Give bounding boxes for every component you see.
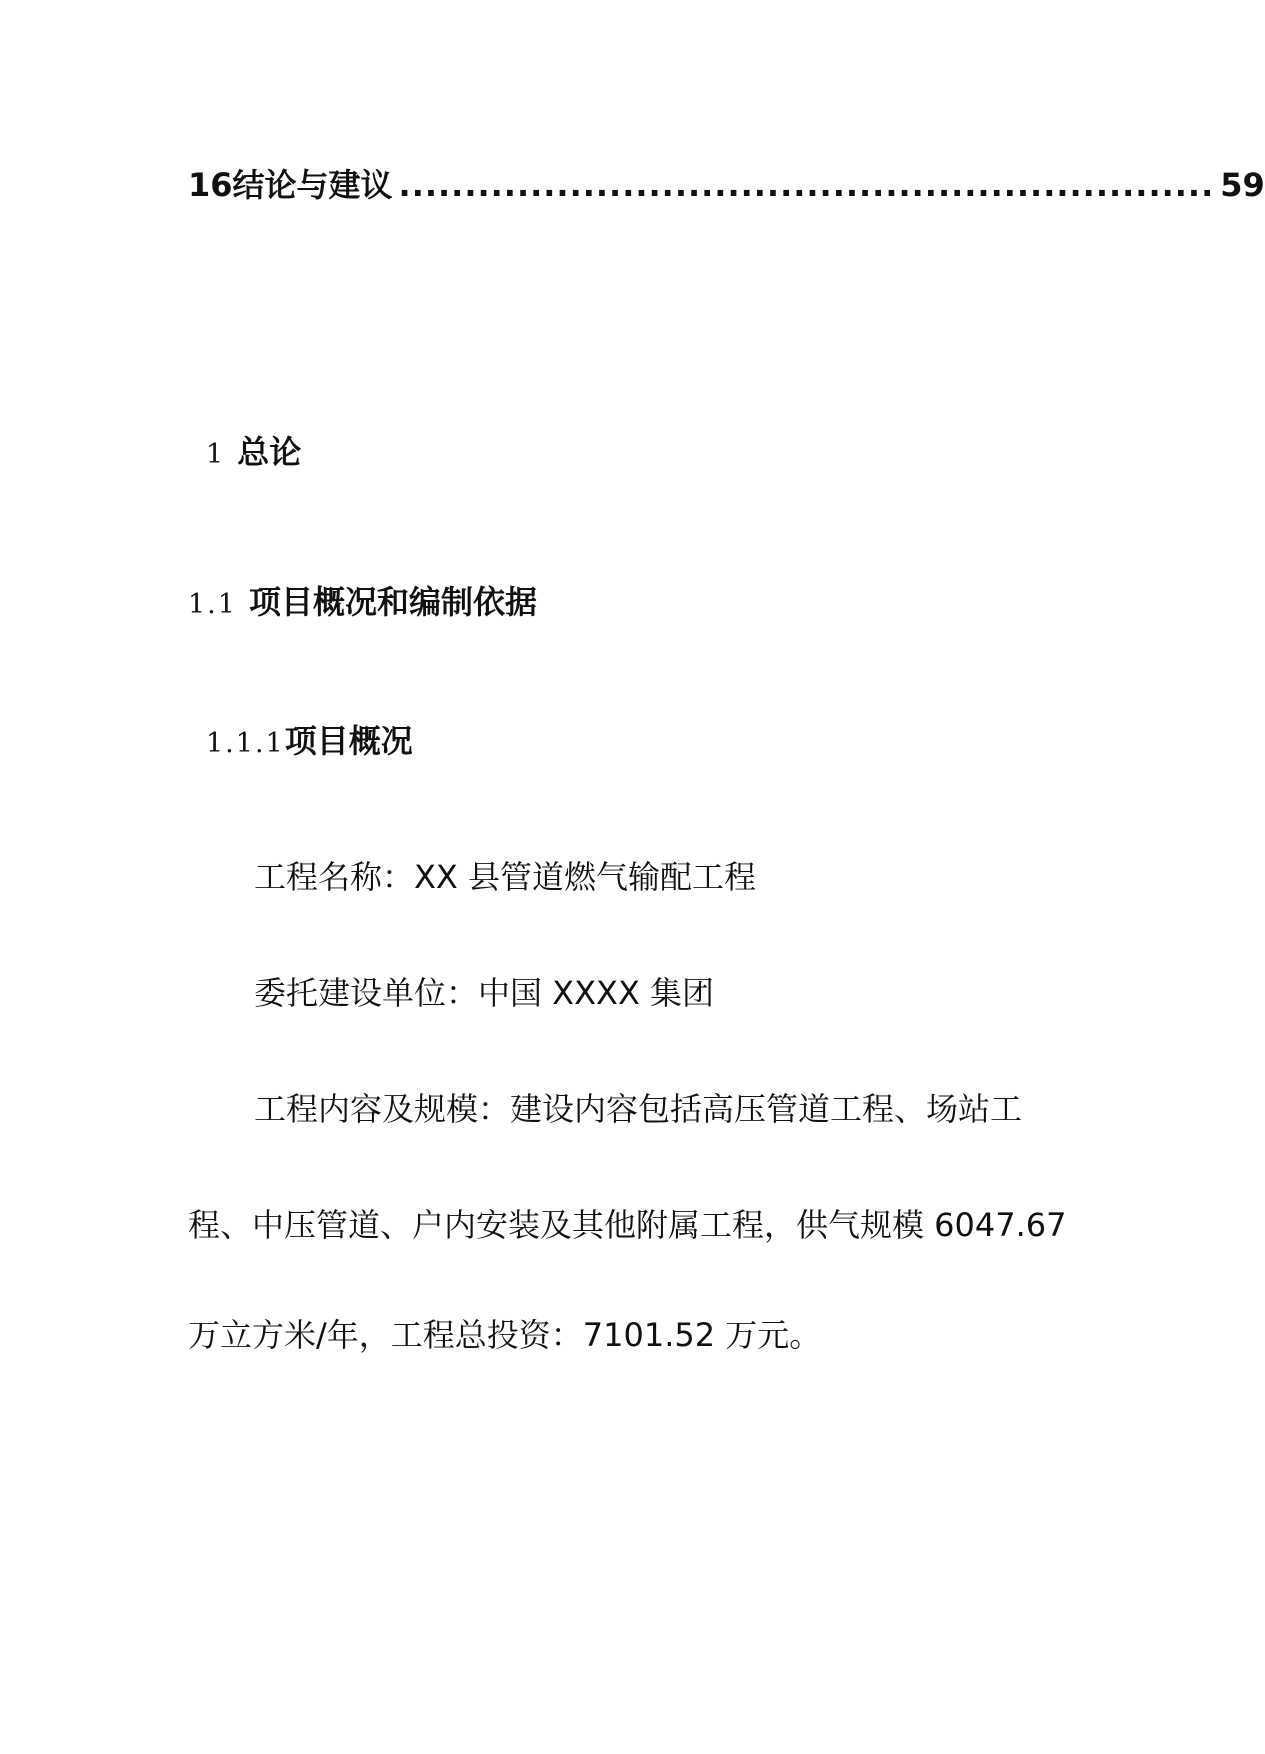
heading-number: 1.1 xyxy=(188,589,237,620)
toc-entry-title: 16结论与建议 xyxy=(188,166,393,204)
heading-level-1 xyxy=(206,427,301,473)
client-paragraph: 委托建设单位：中国 XXXX 集团 xyxy=(254,974,715,1012)
scope-paragraph-line-2: 程、中压管道、户内安装及其他附属工程，供气规模 6047.67 xyxy=(188,1206,1067,1244)
heading-title: 项目概况和编制依据 xyxy=(248,583,537,621)
toc-dot-leader: .............................................................. xyxy=(398,166,1215,204)
heading-level-2 xyxy=(188,577,537,623)
heading-title: 总论 xyxy=(237,433,302,471)
project-name-paragraph: 工程名称：XX 县管道燃气输配工程 xyxy=(254,858,757,896)
heading-title: 项目概况 xyxy=(284,722,413,760)
scope-paragraph-line-3: 万立方米/年，工程总投资：7101.52 万元。 xyxy=(188,1316,822,1354)
toc-page-number: 59 xyxy=(1220,166,1265,204)
toc-entry[interactable] xyxy=(188,160,1265,206)
scope-paragraph-line-1: 工程内容及规模：建设内容包括高压管道工程、场站工 xyxy=(254,1090,1023,1128)
heading-level-3 xyxy=(206,716,413,762)
heading-number: 1 xyxy=(206,439,224,470)
heading-number: 1.1.1 xyxy=(206,728,285,759)
